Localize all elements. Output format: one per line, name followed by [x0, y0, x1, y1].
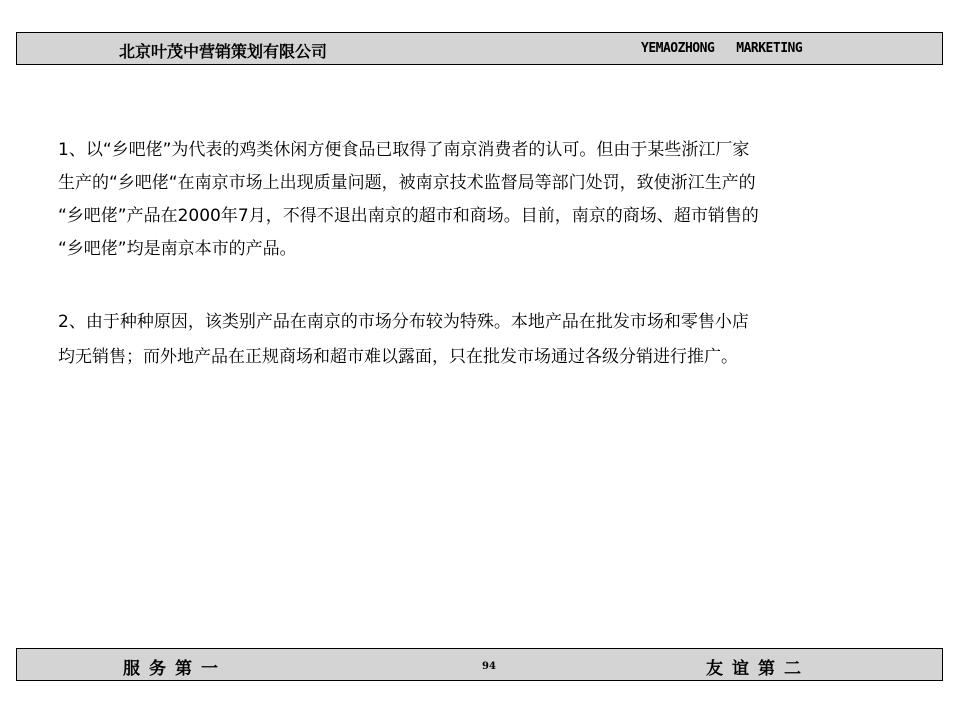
- company-english-name: YEMAOZHONG MARKETING: [641, 41, 803, 56]
- footer-slogan-left: 服务第一: [123, 659, 227, 679]
- page-number: 94: [482, 661, 496, 672]
- paragraph-2-line-1: 2、由于种种原因，该类别产品在南京的市场分布较为特殊。本地产品在批发市场和零售小店: [58, 312, 749, 332]
- body-text: [58, 140, 928, 382]
- paragraph-1-line-3: “乡吧佬”产品在2000年7月，不得不退出南京的超市和商场。目前，南京的商场、超市销售的: [58, 206, 759, 226]
- footer-slogan-right: 友谊第二: [706, 659, 810, 679]
- footer-bar: [16, 648, 943, 681]
- paragraph-1-line-4: “乡吧佬”均是南京本市的产品。: [58, 239, 297, 259]
- paragraph-2-line-2: 均无销售；而外地产品在正规商场和超市难以露面，只在批发市场通过各级分销进行推广。: [58, 347, 738, 367]
- header-bar: [16, 32, 943, 65]
- paragraph-1-line-2: 生产的“乡吧佬“在南京市场上出现质量问题，被南京技术监督局等部门处罚，致使浙江生产的: [58, 173, 756, 193]
- company-name: 北京叶茂中营销策划有限公司: [119, 42, 328, 61]
- paragraph-spacer: [58, 272, 928, 312]
- paragraph-1-line-1: 1、以“乡吧佬”为代表的鸡类休闲方便食品已取得了南京消费者的认可。但由于某些浙江厂家: [58, 140, 750, 160]
